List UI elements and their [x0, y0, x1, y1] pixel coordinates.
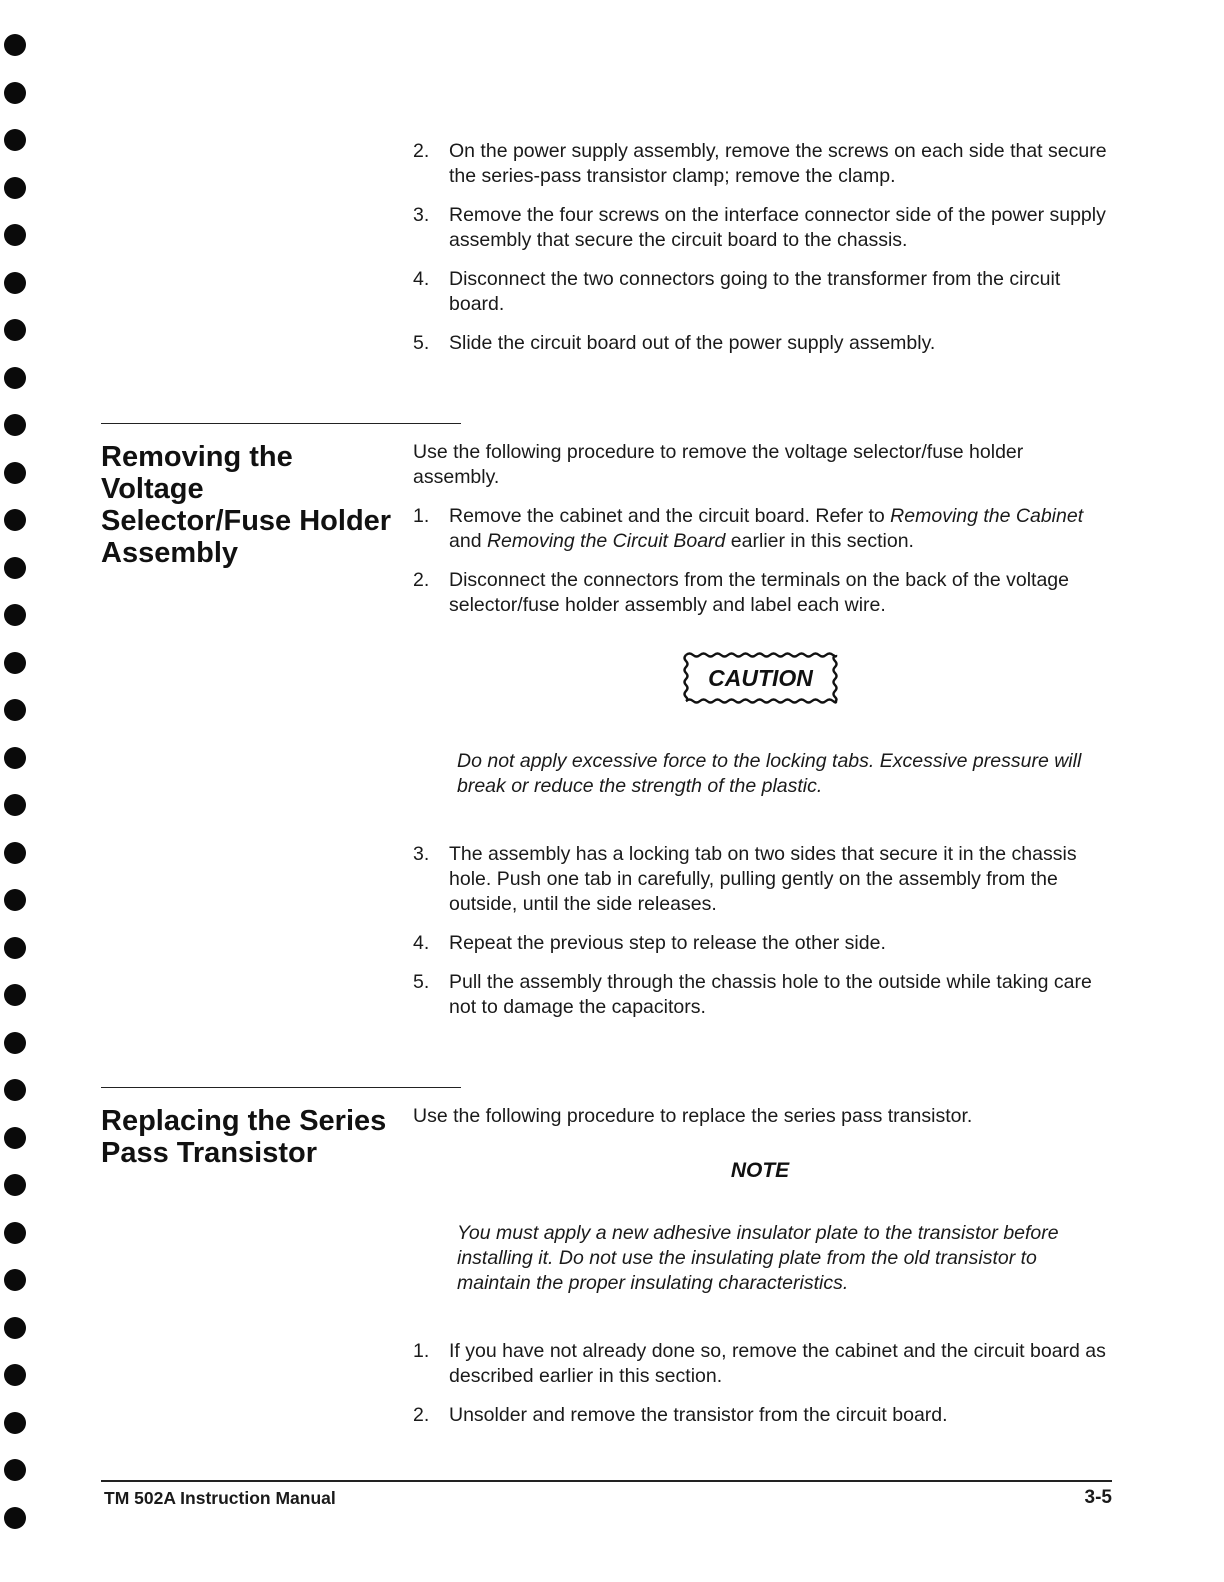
binder-hole-icon	[4, 1364, 26, 1386]
binder-hole-icon	[4, 272, 26, 294]
list-item	[413, 842, 1113, 917]
binder-hole-icon	[4, 82, 26, 104]
binder-hole-icon	[4, 462, 26, 484]
manual-title: TM 502A Instruction Manual	[104, 1488, 336, 1508]
binder-holes	[0, 0, 40, 1582]
list-item	[413, 1403, 1113, 1428]
step-number: 1.	[413, 505, 430, 527]
step-text: Remove the four screws on the interface connector side of the power supply assembly that secure the circuit board to the chassis.	[449, 204, 1106, 251]
list-item	[413, 931, 1113, 956]
step-text: Unsolder and remove the transistor from the circuit board.	[449, 1404, 948, 1426]
binder-hole-icon	[4, 1174, 26, 1196]
binder-hole-icon	[4, 1459, 26, 1481]
binder-hole-icon	[4, 794, 26, 816]
note-text: You must apply a new adhesive insulator plate to the transistor before installing it. Do not use the insulating plate from the old transistor to maintain the proper insulating characteristics.	[457, 1222, 1059, 1294]
list-item	[413, 568, 1113, 618]
binder-hole-icon	[4, 747, 26, 769]
step-text: If you have not already done so, remove the cabinet and the circuit board as described earlier in this section.	[449, 1340, 1106, 1387]
page-number: 3-5	[1084, 1487, 1112, 1508]
step-number: 4.	[413, 268, 430, 290]
step-number: 1.	[413, 1340, 430, 1362]
section-intro: Use the following procedure to remove the voltage selector/fuse holder assembly.	[413, 441, 1024, 488]
step-number: 2.	[413, 569, 430, 591]
step-text: Disconnect the two connectors going to the transformer from the circuit board.	[449, 268, 1061, 315]
list-item	[413, 267, 1113, 317]
step-text: The assembly has a locking tab on two sides that secure it in the chassis hole. Push one tab in carefully, pulling gently on the assembly from the outside, until the side releases.	[449, 843, 1077, 915]
binder-hole-icon	[4, 1222, 26, 1244]
transistor-steps	[413, 1339, 1113, 1428]
step-text: On the power supply assembly, remove the screws on each side that secure the series-pass transistor clamp; remove the clamp.	[449, 140, 1107, 187]
binder-hole-icon	[4, 1507, 26, 1529]
step-number: 2.	[413, 1404, 430, 1426]
binder-hole-icon	[4, 1079, 26, 1101]
cross-reference: Removing the Cabinet	[890, 505, 1084, 527]
binder-hole-icon	[4, 129, 26, 151]
binder-hole-icon	[4, 889, 26, 911]
step-number: 3.	[413, 204, 430, 226]
section-divider	[101, 1087, 461, 1088]
binder-hole-icon	[4, 509, 26, 531]
list-item	[413, 139, 1113, 189]
section-heading: Removing the Voltage Selector/Fuse Holder Assembly	[101, 441, 392, 569]
binder-hole-icon	[4, 34, 26, 56]
caution-text: Do not apply excessive force to the locking tabs. Excessive pressure will break or reduce the strength of the plastic.	[457, 750, 1082, 797]
note-label: NOTE	[730, 1159, 790, 1182]
step-number: 4.	[413, 932, 430, 954]
binder-hole-icon	[4, 1317, 26, 1339]
binder-hole-icon	[4, 984, 26, 1006]
list-item	[413, 203, 1113, 253]
step-number: 5.	[413, 971, 430, 993]
binder-hole-icon	[4, 652, 26, 674]
intro-steps	[413, 139, 1113, 356]
cross-reference: Removing the Circuit Board	[486, 530, 726, 552]
voltage-section-body	[413, 440, 1113, 618]
transistor-intro: Use the following procedure to replace the series pass transistor.	[413, 1105, 973, 1127]
binder-hole-icon	[4, 557, 26, 579]
binder-hole-icon	[4, 604, 26, 626]
caution-box	[678, 647, 843, 709]
binder-hole-icon	[4, 937, 26, 959]
binder-hole-icon	[4, 224, 26, 246]
step-number: 5.	[413, 332, 430, 354]
step-number: 2.	[413, 140, 430, 162]
step-text: Pull the assembly through the chassis hole to the outside while taking care not to damage the capacitors.	[449, 971, 1092, 1018]
list-item	[413, 331, 1113, 356]
step-number: 3.	[413, 843, 430, 865]
binder-hole-icon	[4, 367, 26, 389]
step-text: Disconnect the connectors from the terminals on the back of the voltage selector/fuse holder assembly and label each wire.	[449, 569, 1070, 616]
footer-divider	[101, 1480, 1112, 1482]
list-item	[413, 1339, 1113, 1389]
binder-hole-icon	[4, 1269, 26, 1291]
section-heading: Replacing the Series Pass Transistor	[101, 1105, 387, 1169]
list-item	[413, 504, 1113, 554]
binder-hole-icon	[4, 319, 26, 341]
caution-label: CAUTION	[708, 665, 813, 691]
step-text: Slide the circuit board out of the power supply assembly.	[449, 332, 936, 354]
step-text: Repeat the previous step to release the other side.	[449, 932, 886, 954]
binder-hole-icon	[4, 1412, 26, 1434]
binder-hole-icon	[4, 699, 26, 721]
step-text: Remove the cabinet and the circuit board. Refer to Removing the Cabinet and Removing the Circuit Board earlier in this section.	[449, 505, 1084, 552]
binder-hole-icon	[4, 414, 26, 436]
voltage-steps-after	[413, 842, 1113, 1020]
binder-hole-icon	[4, 1127, 26, 1149]
binder-hole-icon	[4, 177, 26, 199]
binder-hole-icon	[4, 1032, 26, 1054]
binder-hole-icon	[4, 842, 26, 864]
list-item	[413, 970, 1113, 1020]
section-divider	[101, 423, 461, 424]
